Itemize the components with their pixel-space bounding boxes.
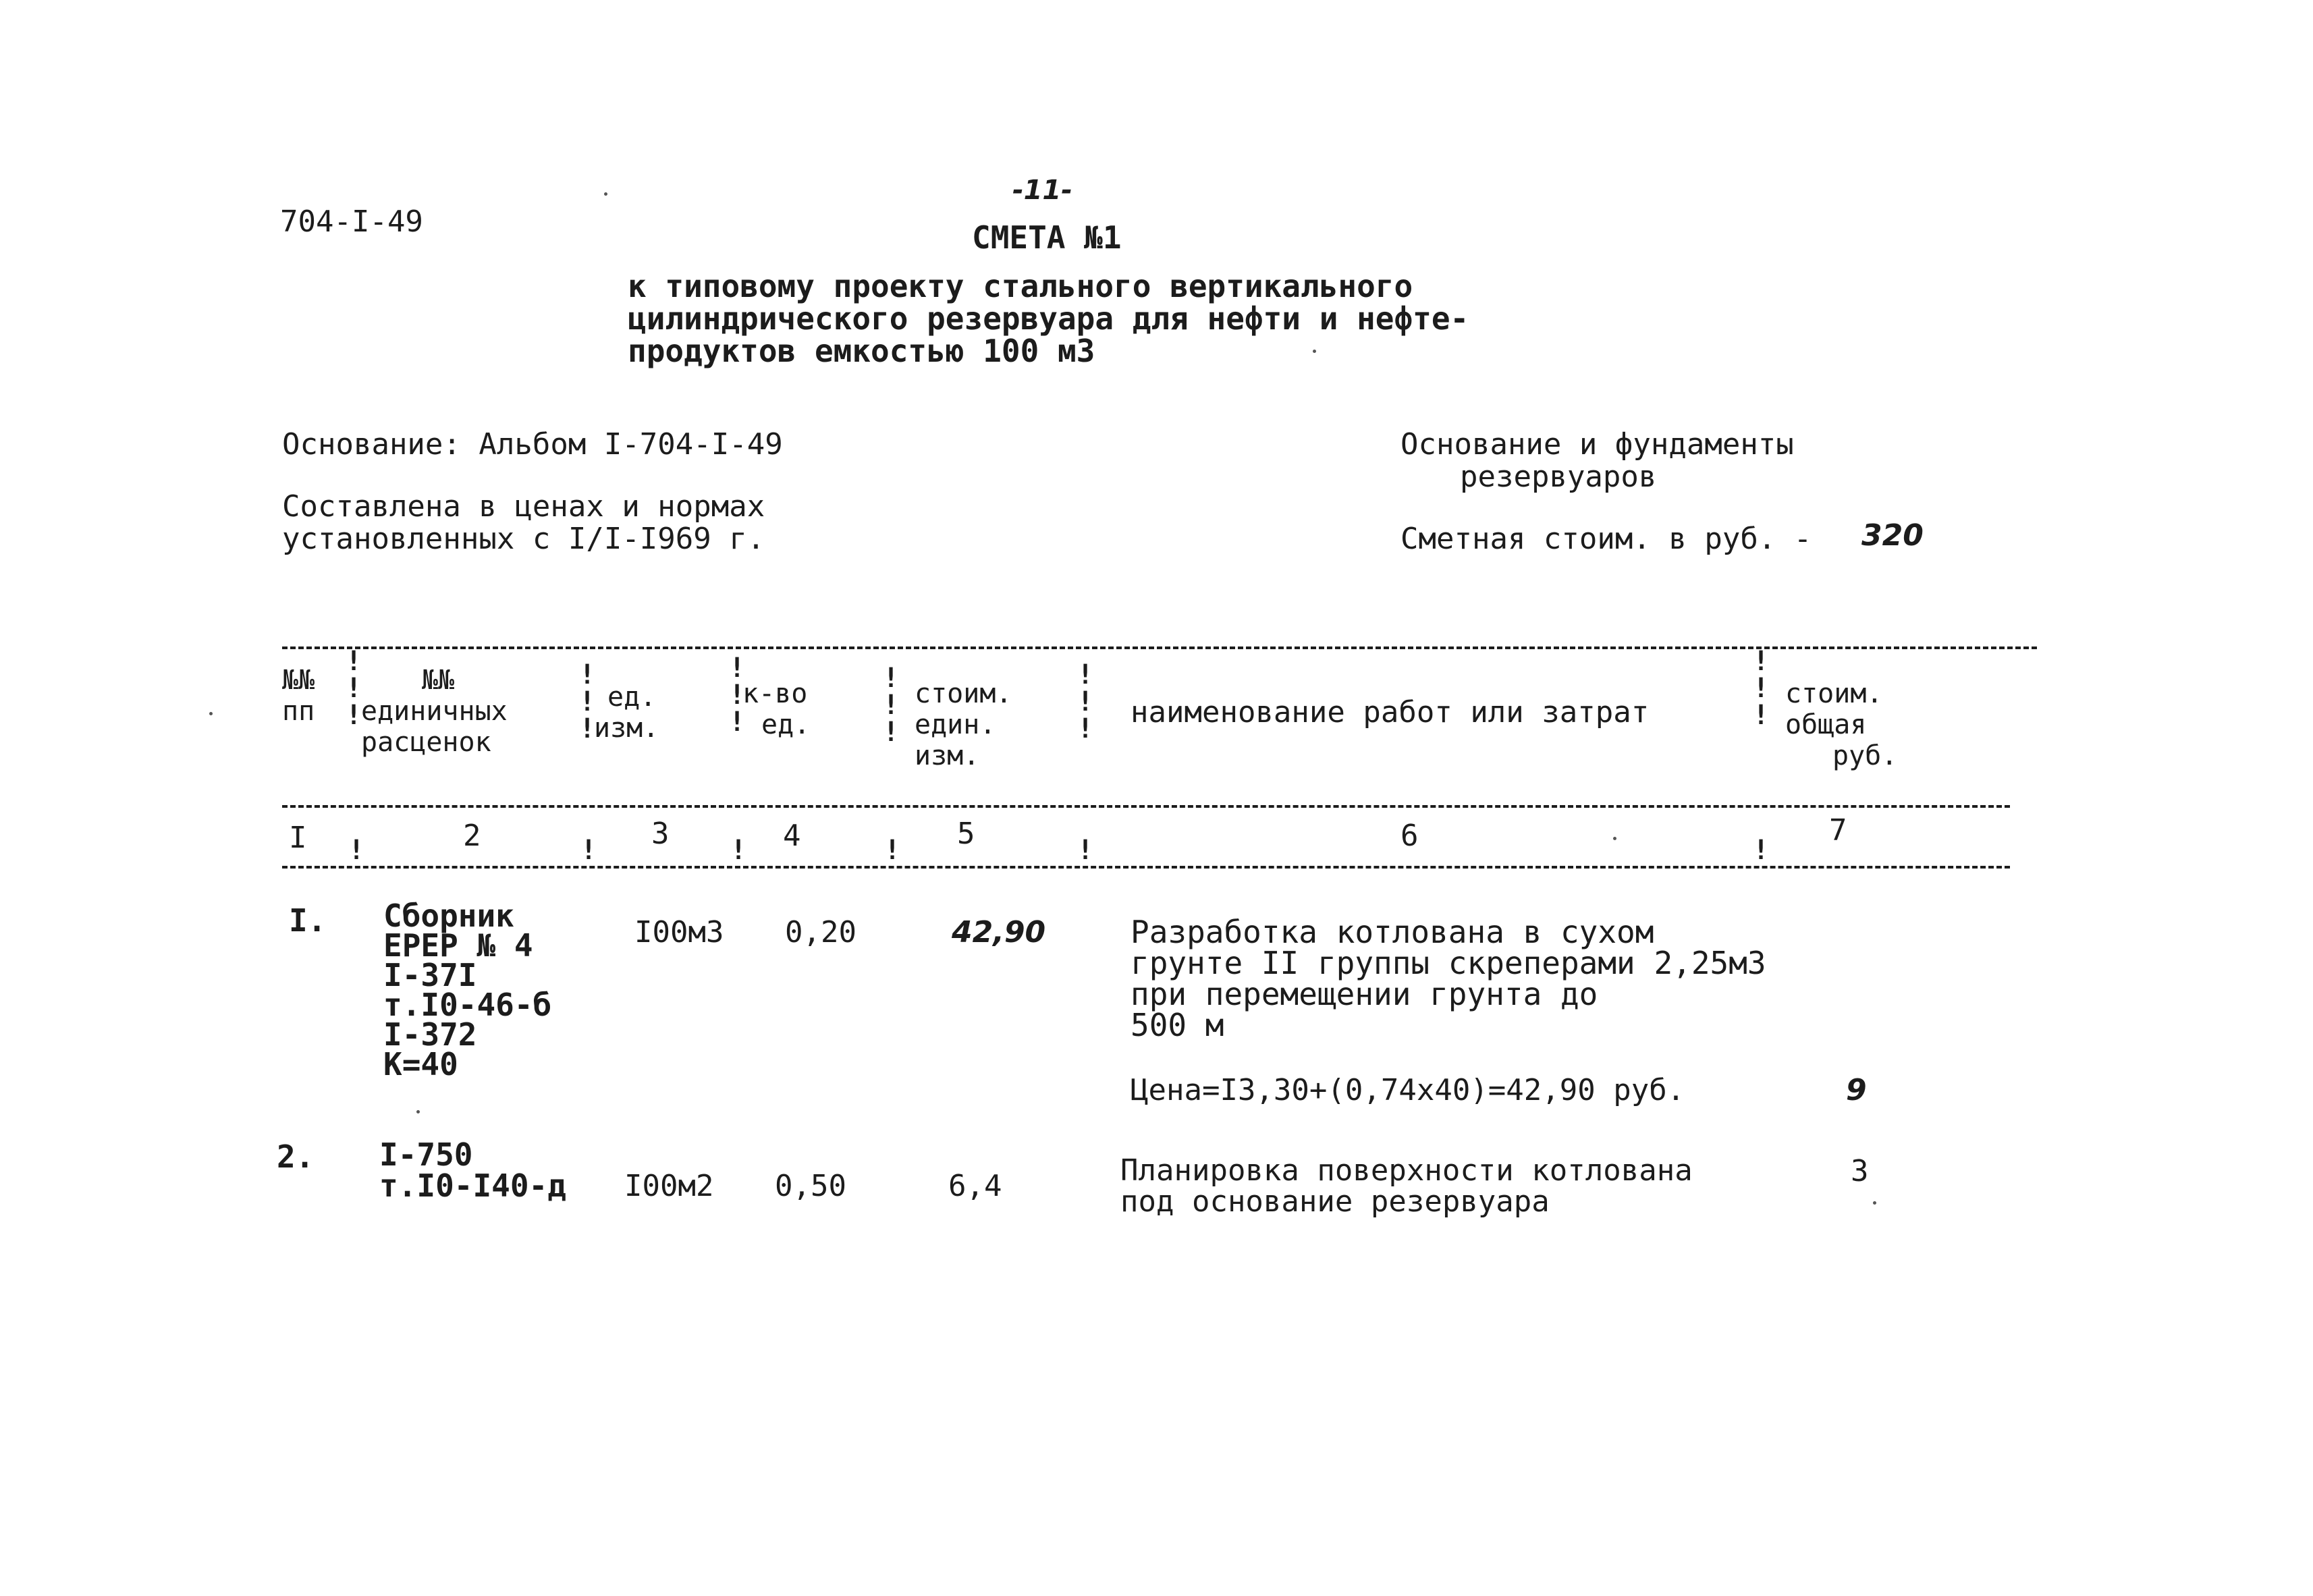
header-col-3: ед. изм. [594,682,659,744]
quantity: 0,20 [785,915,856,950]
header-col-1: №№ пп [282,665,315,727]
row-number: 2. [277,1138,315,1175]
col-separator: ! [580,835,597,866]
col-separator: ! ! ! [579,659,596,744]
col-number-6: 6 [1400,819,1419,853]
col-number-7: 7 [1829,813,1847,848]
col-number-5: 5 [957,817,975,851]
table-top-rule [282,646,2037,649]
document-title: СМЕТА №1 [972,219,1122,256]
subtitle-line-1: к типовому проекту стального вертикального [628,268,1413,304]
header-col-6: наименование работ или затрат [1131,695,1650,730]
unit-cost: 42,90 [952,915,1046,950]
subtitle-line-2: цилиндрического резервуара для нефти и нефте- [628,300,1469,337]
scan-speck [1873,1201,1876,1205]
col-separator: ! [884,835,901,866]
scan-speck [1313,350,1316,353]
document-code: 704-I-49 [280,204,423,239]
scan-speck [604,192,607,196]
total-cost: 9 [1846,1073,1867,1107]
rate-codes: I-750 т.I0-I40-д [379,1136,566,1204]
prices-line-2: установленных с I/I-I969 г. [282,522,765,556]
header-col-2: №№ единичных расценок [361,665,508,758]
work-description: Планировка поверхности котлована под основание резервуара [1120,1153,1693,1219]
quantity: 0,50 [775,1169,846,1203]
col-separator: ! ! ! [1753,646,1770,731]
section-line-1: Основание и фундаменты [1400,427,1794,462]
header-col-5: стоим. един. изм. [915,678,1012,771]
total-cost: 3 [1851,1154,1869,1188]
price-formula: Цена=I3,30+(0,74х40)=42,90 руб. [1131,1073,1685,1107]
page-number: -11- [1012,175,1072,206]
col-number-3: 3 [651,817,670,851]
header-col-4: к-во ед. [742,678,811,740]
col-separator: ! [1753,835,1770,866]
col-number-2: 2 [463,819,481,853]
scan-speck [209,712,213,715]
row-number: I. [289,902,327,939]
rate-codes: Сборник ЕРЕР № 4 I-37I т.I0-46-б I-372 К=40 [383,898,552,1082]
unit-cost: 6,4 [948,1169,1002,1203]
col-separator: ! [1077,835,1094,866]
section-line-2: резервуаров [1460,460,1657,494]
col-separator: ! ! ! [1077,659,1094,744]
col-separator: ! ! ! [883,663,900,748]
estimated-cost-label: Сметная стоим. в руб. - [1400,522,1812,556]
work-description: Разработка котлована в сухом грунте II группы скреперами 2,25м3 при перемещении грунта до 500 м [1131,914,1766,1043]
col-separator: ! ! ! [729,653,746,738]
basis-album: Основание: Альбом I-704-I-49 [282,427,783,462]
subtitle-line-3: продуктов емкостью 100 м3 [628,333,1095,369]
col-separator: ! [730,835,747,866]
prices-line-1: Составлена в ценах и нормах [282,489,765,524]
col-separator: ! [348,835,365,866]
header-col-7: стоим. общая руб. [1785,678,1898,771]
scan-speck [1613,837,1616,840]
col-number-4: 4 [783,819,801,853]
unit: I00м3 [634,915,724,950]
scan-speck [416,1110,420,1113]
col-separator: ! ! ! [346,646,362,731]
col-number-1: I [289,821,307,855]
header-bottom-rule [282,805,2010,808]
estimated-cost-value: 320 [1861,518,1924,553]
numbers-bottom-rule [282,866,2010,869]
unit: I00м2 [624,1169,714,1203]
